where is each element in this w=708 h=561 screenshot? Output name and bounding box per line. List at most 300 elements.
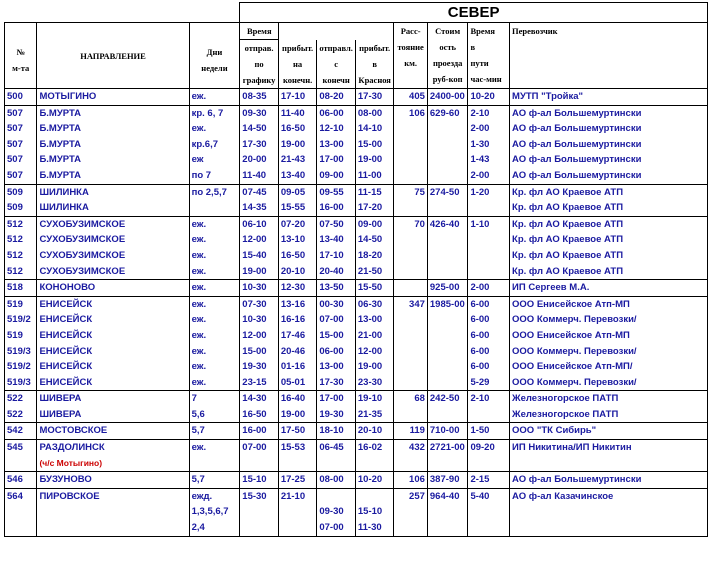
direction: МОСТОВСКОЕ [39, 425, 108, 437]
arrive-end: 17-50 [280, 425, 306, 437]
header-line: № [16, 46, 25, 57]
travel-time: 5-29 [470, 376, 490, 388]
header-line: конечн [322, 75, 350, 85]
route-number: 512 [7, 234, 23, 246]
direction-cell [37, 504, 189, 520]
header-line: руб-коп [432, 74, 463, 84]
route-number: 512 [7, 265, 23, 277]
header-line: Дни [206, 46, 223, 57]
days-cell [189, 264, 240, 280]
travel-time: 6-00 [470, 314, 490, 326]
arrive-krasnoyarsk: 17-20 [357, 202, 383, 214]
carrier: Железногорское ПАТП [512, 408, 619, 420]
depart-end-cell [317, 440, 356, 472]
arrive-end: 01-16 [280, 361, 306, 373]
table-row [5, 184, 708, 200]
distance-cell [394, 296, 427, 312]
header-number [5, 23, 37, 89]
carrier-cell [510, 472, 708, 489]
days: еж. [191, 249, 207, 261]
route-number: 522 [7, 408, 23, 420]
carrier-cell [510, 359, 708, 375]
route-number-cell [5, 296, 37, 312]
arrive-krasnoyarsk-cell [355, 137, 394, 153]
arrive-end-cell [278, 105, 317, 121]
header-line: в [470, 42, 476, 52]
header-line: графику [242, 75, 276, 85]
table-row [5, 200, 708, 216]
direction-cell [37, 264, 189, 280]
route-number-cell [5, 105, 37, 121]
table-row [5, 232, 708, 248]
cost: 2400-00 [429, 91, 465, 102]
depart-schedule-cell [240, 520, 279, 536]
arrive-krasnoyarsk-cell [355, 264, 394, 280]
table-row [5, 168, 708, 184]
cost: 2721-00 [429, 442, 465, 454]
days-cell [189, 344, 240, 360]
route-number-cell [5, 152, 37, 168]
carrier: ИП Никитина/ИП Никитин [512, 442, 632, 454]
header-line: в [372, 59, 377, 69]
days: еж. [191, 282, 207, 294]
days-cell [189, 137, 240, 153]
travel-time-cell [468, 520, 510, 536]
depart-end: 09-55 [319, 186, 344, 198]
travel-time: 2-10 [470, 393, 490, 405]
schedule-table [4, 2, 708, 537]
direction-cell [37, 232, 189, 248]
depart-end-cell [317, 152, 356, 168]
arrive-krasnoyarsk-cell [355, 89, 394, 106]
days: еж. [191, 376, 207, 388]
direction: Б.МУРТА [39, 154, 82, 166]
direction: ЕНИСЕЙСК [39, 345, 93, 357]
arrive-krasnoyarsk: 19-00 [357, 154, 383, 166]
table-row [5, 312, 708, 328]
direction-cell [37, 407, 189, 423]
route-number: 507 [7, 154, 23, 166]
distance: 106 [409, 107, 425, 119]
depart-end: 13-40 [319, 234, 344, 246]
depart-end-cell [317, 423, 356, 440]
cost-cell [427, 328, 468, 344]
route-number-cell [5, 248, 37, 264]
carrier: ООО Енисейское Атп-МП [512, 298, 630, 310]
depart-schedule: 14-30 [242, 393, 267, 405]
direction-cell [37, 89, 189, 106]
depart-schedule: 14-50 [242, 123, 267, 135]
header-depart-schedule [240, 40, 279, 88]
route-number-cell [5, 89, 37, 106]
travel-time: 09-20 [470, 442, 495, 454]
days-cell [189, 407, 240, 423]
days-cell [189, 312, 240, 328]
carrier: ООО Коммерч. Перевозки/ [512, 376, 637, 388]
route-number-cell [5, 232, 37, 248]
arrive-krasnoyarsk-cell [355, 152, 394, 168]
arrive-end-cell [278, 168, 317, 184]
travel-time: 6-00 [470, 298, 490, 310]
route-number: 519/3 [7, 376, 31, 388]
table-row [5, 391, 708, 407]
days: по 2,5,7 [191, 186, 227, 198]
arrive-krasnoyarsk-cell [355, 200, 394, 216]
route-number-cell [5, 280, 37, 296]
depart-end-cell [317, 504, 356, 520]
carrier: Кр. фл АО Краевое АТП [512, 202, 624, 214]
arrive-krasnoyarsk-cell [355, 407, 394, 423]
table-row [5, 105, 708, 121]
arrive-end: 21-43 [280, 154, 306, 166]
arrive-end: 13-10 [280, 234, 306, 246]
travel-time-cell [468, 232, 510, 248]
carrier-cell [510, 296, 708, 312]
header-times [240, 23, 394, 89]
arrive-krasnoyarsk-cell [355, 359, 394, 375]
cost-cell [427, 280, 468, 296]
depart-end: 18-10 [319, 425, 344, 437]
depart-schedule: 14-35 [242, 202, 267, 214]
carrier-cell [510, 152, 708, 168]
header-line: проезда [432, 58, 463, 68]
depart-schedule-cell [240, 472, 279, 489]
depart-end: 17-30 [319, 376, 344, 388]
cost-cell [427, 375, 468, 391]
days: 7 [191, 393, 197, 405]
depart-end: 13-00 [319, 361, 344, 373]
days: по 7 [191, 169, 212, 181]
distance: 75 [414, 186, 425, 198]
depart-end: 17-10 [319, 249, 344, 261]
days-cell [189, 375, 240, 391]
direction: КОНОНОВО [39, 282, 96, 294]
days-cell [189, 440, 240, 472]
arrive-krasnoyarsk: 13-00 [357, 314, 383, 326]
days: 5,6 [191, 408, 205, 420]
depart-end-cell [317, 184, 356, 200]
depart-schedule: 10-30 [242, 282, 267, 294]
distance-cell [394, 488, 427, 504]
direction: СУХОБУЗИМСКОЕ [39, 218, 126, 230]
direction: ЕНИСЕЙСК [39, 376, 93, 388]
distance-cell [394, 520, 427, 536]
arrive-krasnoyarsk-cell [355, 168, 394, 184]
arrive-end: 16-16 [280, 314, 306, 326]
depart-schedule-cell [240, 504, 279, 520]
days: еж. [191, 329, 207, 341]
depart-schedule: 08-35 [242, 91, 267, 102]
depart-end-cell [317, 312, 356, 328]
direction-cell [37, 344, 189, 360]
arrive-krasnoyarsk: 21-50 [357, 265, 383, 277]
header-line: Стоим [435, 26, 461, 36]
depart-end: 12-10 [319, 123, 344, 135]
schedule-body [5, 89, 708, 537]
carrier: АО ф-ал Большемуртински [512, 169, 642, 181]
arrive-krasnoyarsk-cell [355, 248, 394, 264]
depart-end: 07-00 [319, 314, 344, 326]
travel-time-cell [468, 375, 510, 391]
direction-cell [37, 105, 189, 121]
depart-schedule-cell [240, 168, 279, 184]
depart-end-cell [317, 168, 356, 184]
depart-end-cell [317, 328, 356, 344]
distance-cell [394, 232, 427, 248]
route-number: 564 [7, 490, 23, 502]
direction-cell [37, 184, 189, 200]
route-number-cell [5, 312, 37, 328]
route-number-cell [5, 472, 37, 489]
distance-cell [394, 121, 427, 137]
travel-time: 2-10 [470, 107, 490, 119]
depart-schedule-cell [240, 232, 279, 248]
direction-cell [37, 359, 189, 375]
arrive-krasnoyarsk: 12-00 [357, 345, 383, 357]
route-number-cell [5, 200, 37, 216]
route-number: 545 [7, 442, 23, 454]
arrive-end-cell [278, 121, 317, 137]
depart-end-cell [317, 520, 356, 536]
distance-cell [394, 359, 427, 375]
distance: 405 [409, 91, 425, 102]
travel-time-cell [468, 391, 510, 407]
carrier: ООО "ТК Сибирь" [512, 425, 597, 437]
days: еж. [191, 123, 207, 135]
cost-cell [427, 296, 468, 312]
depart-end-cell [317, 488, 356, 504]
arrive-krasnoyarsk: 18-20 [357, 249, 383, 261]
arrive-end-cell [278, 296, 317, 312]
depart-schedule: 19-30 [242, 361, 267, 373]
arrive-krasnoyarsk: 14-10 [357, 123, 383, 135]
depart-schedule-cell [240, 391, 279, 407]
arrive-krasnoyarsk: 11-15 [357, 186, 382, 198]
carrier-cell [510, 423, 708, 440]
header-line: прибыт. [359, 43, 391, 53]
header-arrive-krasnoyarsk [356, 40, 394, 88]
table-row [5, 328, 708, 344]
depart-end: 15-00 [319, 329, 344, 341]
arrive-krasnoyarsk-cell [355, 105, 394, 121]
table-row [5, 137, 708, 153]
route-number-cell [5, 520, 37, 536]
table-row [5, 344, 708, 360]
depart-end: 19-30 [319, 408, 344, 420]
depart-schedule: 10-30 [242, 314, 267, 326]
travel-time-cell [468, 216, 510, 232]
header-line: отправ. [244, 43, 274, 53]
depart-schedule: 15-40 [242, 249, 267, 261]
table-row [5, 121, 708, 137]
days-cell [189, 488, 240, 504]
route-number: 509 [7, 186, 23, 198]
arrive-end: 12-30 [280, 282, 306, 294]
direction: ШИВЕРА [39, 408, 82, 420]
depart-schedule: 12-00 [242, 329, 267, 341]
arrive-end-cell [278, 375, 317, 391]
table-row [5, 248, 708, 264]
depart-schedule-cell [240, 375, 279, 391]
arrive-krasnoyarsk-cell [355, 472, 394, 489]
depart-schedule-cell [240, 440, 279, 472]
arrive-end-cell [278, 184, 317, 200]
cost-cell [427, 472, 468, 489]
route-number-cell [5, 137, 37, 153]
depart-end: 00-30 [319, 298, 344, 310]
header-line: конечн. [282, 75, 313, 85]
arrive-end: 15-53 [280, 442, 306, 454]
travel-time-cell [468, 440, 510, 472]
days-cell [189, 232, 240, 248]
cost-cell [427, 168, 468, 184]
direction-cell [37, 488, 189, 504]
depart-end-cell [317, 232, 356, 248]
header-line: Расс- [400, 26, 421, 36]
carrier-cell [510, 280, 708, 296]
carrier: ООО Коммерч. Перевозки/ [512, 314, 637, 326]
arrive-end-cell [278, 232, 317, 248]
route-number-cell [5, 328, 37, 344]
arrive-krasnoyarsk-cell [355, 344, 394, 360]
table-title: СЕВЕР [240, 3, 708, 23]
travel-time-cell [468, 312, 510, 328]
depart-schedule: 07-00 [242, 442, 267, 454]
cost-cell [427, 137, 468, 153]
table-row [5, 520, 708, 536]
direction-cell [37, 312, 189, 328]
arrive-krasnoyarsk-cell [355, 488, 394, 504]
table-row [5, 407, 708, 423]
table-row [5, 264, 708, 280]
depart-end-cell [317, 472, 356, 489]
carrier: АО ф-ал Большемуртински [512, 123, 642, 135]
route-number: 512 [7, 249, 23, 261]
table-row [5, 488, 708, 504]
arrive-krasnoyarsk: 15-50 [357, 282, 383, 294]
days: еж. [191, 361, 207, 373]
depart-schedule-cell [240, 121, 279, 137]
days: еж. [191, 298, 207, 310]
travel-time-cell [468, 407, 510, 423]
carrier: ООО Енисейское Атп-МП/ [512, 361, 633, 373]
distance-cell [394, 216, 427, 232]
days-cell [189, 168, 240, 184]
table-row [5, 423, 708, 440]
depart-schedule: 16-00 [242, 425, 267, 437]
depart-schedule: 17-30 [242, 138, 267, 150]
days-cell [189, 105, 240, 121]
cost-cell [427, 504, 468, 520]
route-number: 507 [7, 169, 23, 181]
table-row [5, 359, 708, 375]
distance: 119 [409, 425, 425, 437]
direction: ЕНИСЕЙСК [39, 298, 93, 310]
route-number: 519/2 [7, 314, 31, 326]
header-line: Время [470, 26, 496, 36]
depart-end-cell [317, 391, 356, 407]
arrive-krasnoyarsk: 11-30 [357, 522, 382, 534]
travel-time-cell [468, 168, 510, 184]
carrier: АО ф-ал Большемуртински [512, 474, 642, 486]
travel-time: 1-50 [470, 425, 490, 437]
cost: 629-60 [429, 107, 460, 119]
arrive-end-cell [278, 312, 317, 328]
distance-cell [394, 328, 427, 344]
arrive-end-cell [278, 137, 317, 153]
arrive-end: 17-46 [280, 329, 306, 341]
carrier-cell [510, 328, 708, 344]
carrier-cell [510, 344, 708, 360]
direction: ЕНИСЕЙСК [39, 361, 93, 373]
cost-cell [427, 184, 468, 200]
cost-cell [427, 488, 468, 504]
travel-time: 5-40 [470, 490, 490, 502]
direction: Б.МУРТА [39, 138, 82, 150]
travel-time: 2-15 [470, 474, 490, 486]
travel-time: 6-00 [470, 361, 490, 373]
header-distance [394, 23, 427, 89]
arrive-krasnoyarsk: 23-30 [357, 376, 383, 388]
carrier: ООО Енисейское Атп-МП [512, 329, 630, 341]
direction: БУЗУНОВО [39, 474, 92, 486]
arrive-krasnoyarsk: 08-00 [357, 107, 383, 119]
direction-cell [37, 472, 189, 489]
depart-end: 06-00 [319, 345, 344, 357]
travel-time-cell [468, 328, 510, 344]
days-cell [189, 184, 240, 200]
distance-cell [394, 184, 427, 200]
cost: 1985-00 [429, 298, 465, 310]
depart-end-cell [317, 137, 356, 153]
arrive-krasnoyarsk-cell [355, 296, 394, 312]
direction-cell [37, 168, 189, 184]
days-cell [189, 296, 240, 312]
depart-schedule-cell [240, 248, 279, 264]
table-row [5, 472, 708, 489]
depart-schedule-cell [240, 152, 279, 168]
route-number: 542 [7, 425, 23, 437]
arrive-krasnoyarsk-cell [355, 312, 394, 328]
arrive-end: 16-50 [280, 123, 306, 135]
depart-schedule-cell [240, 264, 279, 280]
direction-cell [37, 152, 189, 168]
cost-cell [427, 152, 468, 168]
depart-end: 13-50 [319, 282, 344, 294]
depart-schedule: 09-30 [242, 107, 267, 119]
depart-schedule-cell [240, 216, 279, 232]
direction: ЕНИСЕЙСК [39, 314, 93, 326]
distance: 432 [409, 442, 425, 454]
travel-time-cell [468, 184, 510, 200]
cost-cell [427, 232, 468, 248]
days-cell [189, 359, 240, 375]
carrier: Железногорское ПАТП [512, 393, 619, 405]
arrive-krasnoyarsk-cell [355, 184, 394, 200]
arrive-end: 07-20 [280, 218, 306, 230]
route-number: 507 [7, 107, 23, 119]
route-number-cell [5, 407, 37, 423]
direction: ЕНИСЕЙСК [39, 329, 93, 341]
travel-time-cell [468, 504, 510, 520]
arrive-krasnoyarsk-cell [355, 423, 394, 440]
arrive-krasnoyarsk: 10-20 [357, 474, 383, 486]
route-number-cell [5, 264, 37, 280]
travel-time: 10-20 [470, 91, 495, 102]
distance-cell [394, 375, 427, 391]
carrier-cell [510, 89, 708, 106]
direction-cell [37, 248, 189, 264]
